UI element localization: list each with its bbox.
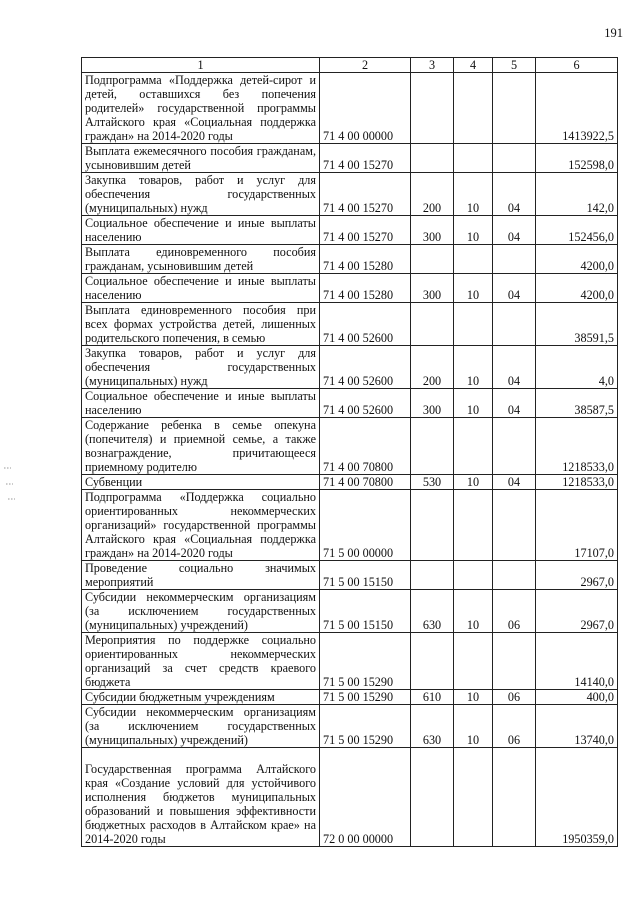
row-name: Социальное обеспечение и иные выплаты населению	[82, 216, 320, 245]
row-amount: 1413922,5	[536, 73, 618, 144]
row-col-5: 04	[493, 274, 536, 303]
row-amount: 13740,0	[536, 705, 618, 748]
row-col-4	[454, 418, 493, 475]
row-name: Содержание ребенка в семье опекуна (попечителя) и приемной семье, а также вознаграждение, причитающееся приемному родителю	[82, 418, 320, 475]
row-code: 71 4 00 15270	[320, 144, 411, 173]
row-col-4: 10	[454, 475, 493, 490]
row-col-4: 10	[454, 173, 493, 216]
table-row	[82, 561, 618, 590]
table-row	[82, 490, 618, 561]
row-col-3	[411, 633, 454, 690]
row-col-4	[454, 633, 493, 690]
row-amount: 4200,0	[536, 245, 618, 274]
row-code: 71 5 00 15150	[320, 561, 411, 590]
row-col-4	[454, 144, 493, 173]
row-amount: 38591,5	[536, 303, 618, 346]
table-row	[82, 633, 618, 690]
row-name: Закупка товаров, работ и услуг для обеспечения государственных (муниципальных) нужд	[82, 173, 320, 216]
table-row	[82, 303, 618, 346]
row-code: 71 5 00 15290	[320, 690, 411, 705]
table-row	[82, 245, 618, 274]
row-col-4: 10	[454, 274, 493, 303]
table-row	[82, 748, 618, 847]
row-col-3: 530	[411, 475, 454, 490]
row-name: Субсидии некоммерческим организациям (за исключением государственных (муниципальных) учреждений)	[82, 705, 320, 748]
table-row	[82, 705, 618, 748]
row-code: 71 4 00 52600	[320, 303, 411, 346]
table-row	[82, 144, 618, 173]
row-name: Выплата единовременного пособия гражданам, усыновившим детей	[82, 245, 320, 274]
table-row	[82, 346, 618, 389]
row-name: Проведение социально значимых мероприятий	[82, 561, 320, 590]
row-amount: 2967,0	[536, 561, 618, 590]
row-name: Мероприятия по поддержке социально ориентированных некоммерческих организаций за счет средств краевого бюджета	[82, 633, 320, 690]
row-col-3	[411, 144, 454, 173]
row-col-4	[454, 490, 493, 561]
row-col-4: 10	[454, 690, 493, 705]
row-code: 71 4 00 15270	[320, 173, 411, 216]
row-name: Выплата ежемесячного пособия гражданам, усыновившим детей	[82, 144, 320, 173]
row-code: 71 5 00 15290	[320, 705, 411, 748]
table-row	[82, 274, 618, 303]
row-amount: 1218533,0	[536, 418, 618, 475]
row-col-3: 300	[411, 216, 454, 245]
budget-table	[81, 57, 618, 847]
header-col-2: 2	[320, 58, 411, 73]
header-col-3: 3	[411, 58, 454, 73]
row-col-3: 200	[411, 346, 454, 389]
table-row	[82, 73, 618, 144]
table-row	[82, 216, 618, 245]
row-amount: 400,0	[536, 690, 618, 705]
table-row	[82, 173, 618, 216]
row-code: 71 4 00 15270	[320, 216, 411, 245]
row-name: Социальное обеспечение и иные выплаты населению	[82, 389, 320, 418]
row-amount: 1218533,0	[536, 475, 618, 490]
row-col-3	[411, 303, 454, 346]
row-col-3	[411, 73, 454, 144]
row-col-4: 10	[454, 216, 493, 245]
row-col-5	[493, 245, 536, 274]
row-col-3: 630	[411, 705, 454, 748]
row-code: 71 4 00 15280	[320, 245, 411, 274]
row-amount: 38587,5	[536, 389, 618, 418]
row-col-3	[411, 418, 454, 475]
row-col-5: 04	[493, 346, 536, 389]
row-col-4: 10	[454, 705, 493, 748]
row-col-5: 04	[493, 173, 536, 216]
budget-table-body	[82, 58, 618, 847]
row-col-4	[454, 748, 493, 847]
row-name: Субсидии бюджетным учреждениям	[82, 690, 320, 705]
row-name: Подпрограмма «Поддержка социально ориентированных некоммерческих организаций» государственной программы Алтайского края «Социальная поддержка граждан» на 2014-2020 годы	[82, 490, 320, 561]
row-col-3: 200	[411, 173, 454, 216]
row-code: 71 4 00 52600	[320, 389, 411, 418]
row-col-3	[411, 245, 454, 274]
row-col-4	[454, 561, 493, 590]
row-name: Социальное обеспечение и иные выплаты населению	[82, 274, 320, 303]
row-code: 71 4 00 52600	[320, 346, 411, 389]
row-col-5: 04	[493, 389, 536, 418]
table-row	[82, 389, 618, 418]
row-name: Закупка товаров, работ и услуг для обеспечения государственных (муниципальных) нужд	[82, 346, 320, 389]
header-row	[82, 58, 618, 73]
row-col-3: 610	[411, 690, 454, 705]
row-col-5	[493, 144, 536, 173]
row-col-4	[454, 303, 493, 346]
row-name: Выплата единовременного пособия при всех формах устройства детей, лишенных родительского попечения, в семью	[82, 303, 320, 346]
row-col-3: 300	[411, 389, 454, 418]
header-col-6: 6	[536, 58, 618, 73]
row-code: 71 5 00 15290	[320, 633, 411, 690]
row-code: 71 5 00 15150	[320, 590, 411, 633]
page-number: 191	[604, 26, 623, 40]
table-row	[82, 590, 618, 633]
row-col-5	[493, 303, 536, 346]
table-row	[82, 475, 618, 490]
row-amount: 2967,0	[536, 590, 618, 633]
row-code: 71 5 00 00000	[320, 490, 411, 561]
row-amount: 1950359,0	[536, 748, 618, 847]
header-col-5: 5	[493, 58, 536, 73]
row-col-4: 10	[454, 346, 493, 389]
header-col-1: 1	[82, 58, 320, 73]
row-col-3: 300	[411, 274, 454, 303]
row-col-4	[454, 245, 493, 274]
row-name: Субвенции	[82, 475, 320, 490]
row-col-3	[411, 561, 454, 590]
row-amount: 152598,0	[536, 144, 618, 173]
row-col-4: 10	[454, 389, 493, 418]
row-name: Подпрограмма «Поддержка детей-сирот и детей, оставшихся без попечения родителей» государственной программы Алтайского края «Социальная поддержка граждан» на 2014-2020 годы	[82, 73, 320, 144]
row-col-4	[454, 73, 493, 144]
row-name: Государственная программа Алтайского края «Создание условий для устойчивого исполнения бюджетов муниципальных образований и повышения эффективности бюджетных расходов в Алтайском крае» на 2014-2020 годы	[82, 748, 320, 847]
table-row	[82, 418, 618, 475]
row-amount: 142,0	[536, 173, 618, 216]
row-col-5: 06	[493, 590, 536, 633]
table-row	[82, 690, 618, 705]
row-code: 71 4 00 70800	[320, 475, 411, 490]
row-amount: 4,0	[536, 346, 618, 389]
row-col-3: 630	[411, 590, 454, 633]
row-name: Субсидии некоммерческим организациям (за исключением государственных (муниципальных) учреждений)	[82, 590, 320, 633]
row-code: 72 0 00 00000	[320, 748, 411, 847]
row-col-3	[411, 748, 454, 847]
row-col-5	[493, 490, 536, 561]
row-col-5	[493, 561, 536, 590]
header-col-4: 4	[454, 58, 493, 73]
row-code: 71 4 00 15280	[320, 274, 411, 303]
row-amount: 152456,0	[536, 216, 618, 245]
row-col-5: 04	[493, 216, 536, 245]
row-col-5: 06	[493, 705, 536, 748]
row-col-5	[493, 418, 536, 475]
row-amount: 17107,0	[536, 490, 618, 561]
row-col-5: 04	[493, 475, 536, 490]
row-col-5	[493, 748, 536, 847]
row-amount: 4200,0	[536, 274, 618, 303]
row-col-5	[493, 73, 536, 144]
row-col-3	[411, 490, 454, 561]
row-col-4: 10	[454, 590, 493, 633]
row-col-5: 06	[493, 690, 536, 705]
row-amount: 14140,0	[536, 633, 618, 690]
row-code: 71 4 00 00000	[320, 73, 411, 144]
row-code: 71 4 00 70800	[320, 418, 411, 475]
row-col-5	[493, 633, 536, 690]
